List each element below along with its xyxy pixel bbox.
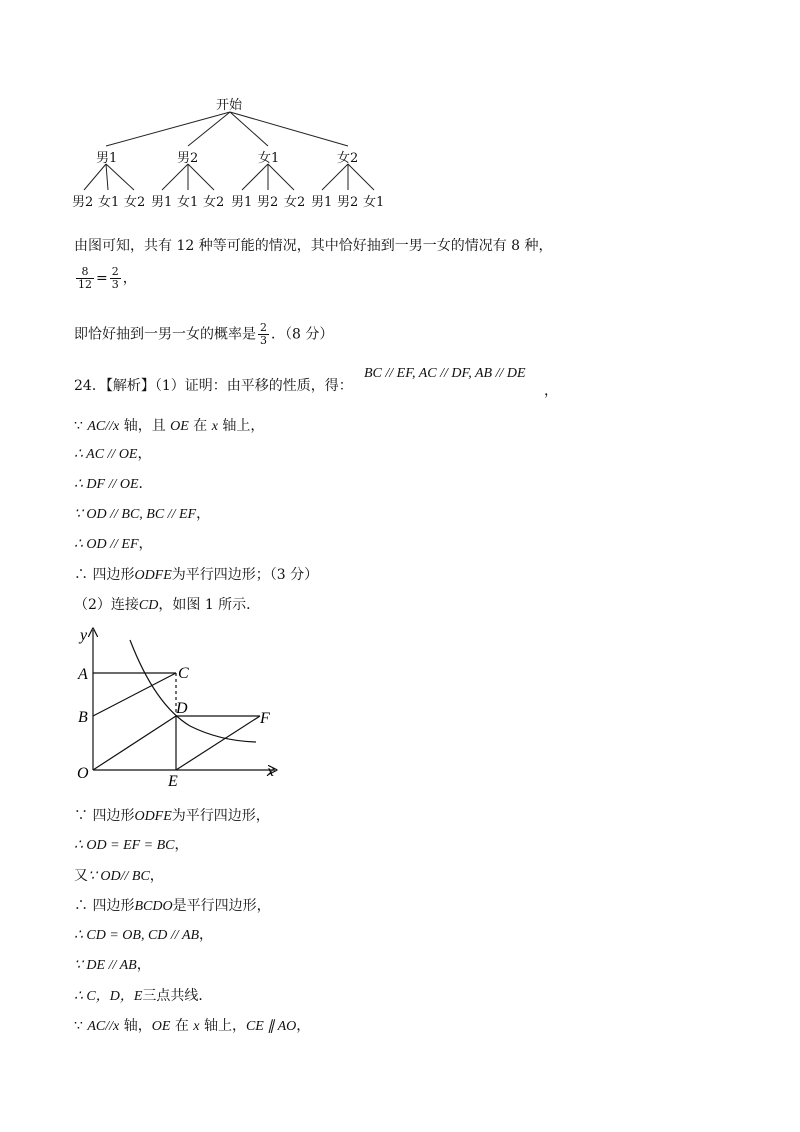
tree-l2-node: 女1 bbox=[177, 195, 199, 210]
text-segment: ∴ 四边形 bbox=[74, 567, 135, 583]
punctuation: ， bbox=[544, 383, 558, 399]
text-segment: 是平行四边形， bbox=[172, 898, 271, 914]
proof-line bbox=[74, 956, 151, 976]
tree-l1-node: 女2 bbox=[337, 151, 359, 166]
label-y: y bbox=[80, 627, 88, 644]
denominator: 3 bbox=[111, 278, 119, 291]
proof-line bbox=[74, 866, 164, 887]
text-segment: （2）连接 bbox=[74, 597, 139, 613]
proof-line bbox=[74, 445, 152, 465]
text-segment: 为平行四边形；（3 分） bbox=[171, 567, 319, 583]
tree-l2-node: 男1 bbox=[231, 195, 253, 210]
part-2-line bbox=[74, 595, 260, 616]
tree-l2-node: 男2 bbox=[72, 195, 94, 210]
tree-l2-node: 女2 bbox=[203, 195, 225, 210]
label-x: x bbox=[267, 763, 275, 780]
punctuation: ， bbox=[196, 507, 211, 522]
punctuation: ， bbox=[136, 958, 151, 973]
segment-od bbox=[93, 716, 176, 770]
text-line: 由图可知，共有 12 种等可能的情况，其中恰好抽到一男一女的情况有 8 种， bbox=[74, 238, 553, 254]
tree-l2-node: 女2 bbox=[124, 195, 146, 210]
math-segment: ODFE bbox=[134, 568, 172, 583]
label-o: O bbox=[77, 765, 89, 782]
punctuation: ， bbox=[138, 537, 153, 552]
punctuation: ， bbox=[137, 447, 152, 462]
label-e: E bbox=[168, 773, 178, 790]
numerator: 2 bbox=[111, 265, 119, 278]
math-segment: ∴ C，D，E bbox=[74, 989, 143, 1004]
fraction bbox=[110, 266, 121, 291]
math-segment: x bbox=[211, 419, 218, 434]
math-segment: CD bbox=[138, 598, 159, 613]
math-segment: CE ∥ AO bbox=[245, 1019, 297, 1034]
proof-line bbox=[74, 896, 271, 917]
text-segment: ∴ 四边形 bbox=[74, 898, 135, 914]
text-segment: ， bbox=[296, 1018, 311, 1034]
probability-line bbox=[74, 322, 333, 347]
proof-line bbox=[74, 475, 153, 495]
fraction bbox=[76, 266, 94, 291]
math-segment: AC//x bbox=[87, 1019, 120, 1034]
tree-l2-node: 女1 bbox=[363, 195, 385, 210]
label-b: B bbox=[78, 709, 88, 726]
math-segment: ∴ CD = OB, CD // AB bbox=[74, 928, 200, 943]
tree-l2-node: 男1 bbox=[151, 195, 173, 210]
text-segment: 轴上， bbox=[217, 418, 265, 434]
proof-line bbox=[74, 986, 212, 1007]
tree-l2-node: 男2 bbox=[337, 195, 359, 210]
tree-l2-node: 女2 bbox=[284, 195, 306, 210]
punctuation: ， bbox=[174, 838, 189, 853]
math-segment: OE bbox=[170, 419, 189, 434]
proof-line bbox=[74, 1016, 310, 1037]
text-segment: 轴，且 bbox=[119, 418, 171, 434]
tree-l2-node: 男1 bbox=[311, 195, 333, 210]
proof-line bbox=[74, 416, 264, 437]
proof-line bbox=[74, 926, 213, 946]
text-segment: 即恰好抽到一男一女的概率是 bbox=[74, 326, 256, 343]
text-segment: 轴， bbox=[119, 1018, 152, 1034]
numerator: 2 bbox=[260, 321, 267, 334]
denominator: 12 bbox=[78, 278, 92, 291]
equals-sign: = bbox=[96, 270, 108, 287]
math-segment: ∵ OD// BC bbox=[88, 869, 150, 884]
numerator: 8 bbox=[76, 266, 94, 279]
math-segment: BCDO bbox=[134, 899, 173, 914]
question-24-line bbox=[74, 376, 353, 396]
label-f: F bbox=[260, 710, 270, 727]
text-segment: ∵ bbox=[74, 418, 88, 434]
math-segment: ∴ DF // OE bbox=[74, 477, 139, 492]
math-segment: AC//x bbox=[87, 419, 120, 434]
text-segment: 在 bbox=[170, 1018, 194, 1034]
hyperbola-curve bbox=[130, 640, 256, 742]
segment-bc bbox=[93, 673, 176, 716]
tree-l2-node: 女1 bbox=[98, 195, 120, 210]
text-segment: 为平行四边形， bbox=[171, 808, 270, 824]
text-segment: ∵ bbox=[74, 1018, 88, 1034]
math-segment: ∴ AC // OE bbox=[74, 447, 138, 462]
tree-l1-node: 女1 bbox=[258, 151, 280, 166]
text-segment: 在 bbox=[188, 418, 212, 434]
math-segment: ODFE bbox=[134, 809, 172, 824]
label-a: A bbox=[78, 666, 88, 683]
math-segment: ∴ OD = EF = BC bbox=[74, 838, 175, 853]
label-c: C bbox=[178, 665, 189, 682]
punctuation: ． bbox=[138, 477, 153, 492]
text-segment: ，如图 1 所示． bbox=[158, 597, 261, 613]
tree-lines bbox=[0, 0, 800, 220]
proof-line bbox=[74, 535, 153, 555]
denominator: 3 bbox=[260, 334, 267, 347]
tree-root: 开始 bbox=[216, 98, 243, 113]
proof-line bbox=[74, 806, 270, 827]
text-segment: ．（8 分） bbox=[271, 326, 334, 343]
punctuation: ， bbox=[122, 270, 137, 287]
punctuation: ， bbox=[149, 868, 164, 884]
punctuation: ， bbox=[199, 928, 214, 943]
math-expression: BC // EF, AC // DF, AB // DE bbox=[364, 366, 526, 381]
label-d: D bbox=[176, 700, 188, 717]
fraction-line bbox=[74, 266, 137, 291]
math-segment: ∵ DE // AB bbox=[74, 958, 137, 973]
fraction bbox=[258, 322, 269, 347]
text-segment: 24．【解析】（1）证明：由平移的性质，得： bbox=[74, 378, 353, 394]
tree-l1-node: 男1 bbox=[96, 151, 118, 166]
proof-line bbox=[74, 505, 210, 525]
math-segment: ∴ OD // EF bbox=[74, 537, 139, 552]
math-segment: OE bbox=[151, 1019, 171, 1034]
tree-l2-node: 男2 bbox=[257, 195, 279, 210]
math-segment: x bbox=[193, 1019, 200, 1034]
text-segment: 又 bbox=[74, 868, 88, 884]
text-segment: ∵ 四边形 bbox=[74, 808, 135, 824]
text-segment: 轴上， bbox=[199, 1018, 246, 1034]
proof-line bbox=[74, 565, 318, 586]
text-segment: 三点共线． bbox=[142, 988, 213, 1004]
math-segment: ∵ OD // BC, BC // EF bbox=[74, 507, 197, 522]
geometry-figure bbox=[60, 620, 300, 790]
proof-line bbox=[74, 836, 189, 856]
tree-l1-node: 男2 bbox=[177, 151, 199, 166]
segment-ef bbox=[176, 716, 260, 770]
